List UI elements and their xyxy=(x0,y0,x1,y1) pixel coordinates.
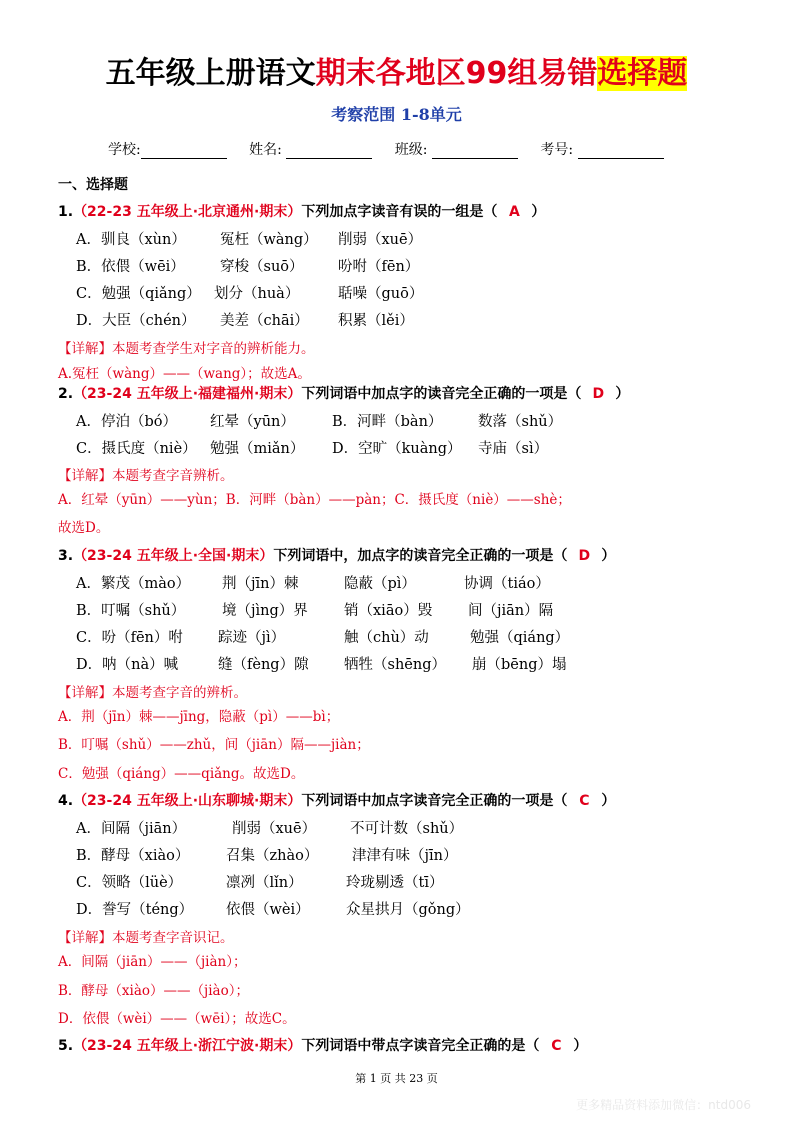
option-item: D．大臣（chén） xyxy=(76,313,196,329)
option-item: 吩咐（fēn） xyxy=(338,259,420,275)
option-item: 崩（bēng）塌 xyxy=(472,657,567,673)
option-item: D．空旷（kuàng） xyxy=(332,441,462,457)
option-item: 众星拱月（gǒng） xyxy=(346,902,470,918)
title-part-2: 期末各地区99组易错 xyxy=(315,56,598,91)
option-item: 勉强（qiáng） xyxy=(470,630,570,646)
option-item: A．驯良（xùn） xyxy=(76,232,186,248)
question-stem: 下列词语中加点字读音完全正确的一项是（ xyxy=(301,793,568,809)
option-item: 津津有味（jīn） xyxy=(352,848,458,864)
option-item: 依偎（wèi） xyxy=(226,902,310,918)
option-item: 召集（zhào） xyxy=(226,848,319,864)
option-item: 划分（huà） xyxy=(214,286,300,302)
watermark: 更多精品资料添加微信：ntd006 xyxy=(576,1098,751,1112)
q3-explanation-line: C．勉强（qiáng）——qiǎng。故选D。 xyxy=(58,766,305,782)
class-field[interactable] xyxy=(432,144,518,159)
question-source: （23-24 五年级上·山东聊城·期末） xyxy=(73,793,302,809)
option-item: 触（chù）动 xyxy=(344,630,429,646)
option-item: 牺牲（shēng） xyxy=(344,657,446,673)
q2-explanation-line: A．红晕（yūn）——yùn；B．河畔（bàn）——pàn；C．摄氏度（niè）——shè； xyxy=(58,492,571,508)
option-item: 隐蔽（pì） xyxy=(344,576,416,592)
option-item: A．停泊（bó） xyxy=(76,414,177,430)
question-source: （23-24 五年级上·福建福州·期末） xyxy=(73,386,302,402)
question-close-paren: ） xyxy=(573,1038,588,1054)
option-item: C．领略（lüè） xyxy=(76,875,183,891)
option-item: 寺庙（sì） xyxy=(478,441,549,457)
q1-explanation-line: A.冤枉（wàng）——（wang）；故选A。 xyxy=(58,366,311,382)
option-item: 勉强（miǎn） xyxy=(210,441,305,457)
question-number: 3. xyxy=(58,548,74,564)
option-item: D．誊写（téng） xyxy=(76,902,194,918)
option-item: 玲珑剔透（tī） xyxy=(346,875,444,891)
option-item: B．叮嘱（shǔ） xyxy=(76,603,186,619)
option-item: 境（jìng）界 xyxy=(222,603,308,619)
exam-number-field[interactable] xyxy=(578,144,664,159)
section-title: 一、选择题 xyxy=(58,177,128,193)
option-item: 削弱（xuē） xyxy=(232,821,317,837)
option-item: 冤枉（wàng） xyxy=(220,232,318,248)
option-item: A．繁茂（mào） xyxy=(76,576,191,592)
option-item: D．呐（nà）喊 xyxy=(76,657,179,673)
answer-label: D xyxy=(592,386,605,402)
option-item: 美差（chāi） xyxy=(220,313,309,329)
q4-explanation-line: D．依偎（wèi）——（wēi）；故选C。 xyxy=(58,1011,296,1027)
option-item: B．酵母（xiào） xyxy=(76,848,190,864)
option-item: 红晕（yūn） xyxy=(210,414,295,430)
question-close-paren: ） xyxy=(601,793,616,809)
option-item: 凛冽（lǐn） xyxy=(226,875,303,891)
option-item: B．依偎（wēi） xyxy=(76,259,185,275)
page-footer: 第 1 页 共 23 页 xyxy=(355,1072,438,1085)
q3-explanation-title: 【详解】本题考查字音的辨析。 xyxy=(58,685,247,701)
class-label: 班级: xyxy=(394,142,428,158)
question-close-paren: ） xyxy=(615,386,630,402)
option-item: 不可计数（shǔ） xyxy=(350,821,464,837)
option-item: B．河畔（bàn） xyxy=(332,414,443,430)
question-stem: 下列加点字读音有误的一组是（ xyxy=(301,204,498,220)
option-item: C．摄氏度（niè） xyxy=(76,441,197,457)
answer-label: C xyxy=(551,1038,562,1054)
q4-explanation-title: 【详解】本题考查字音识记。 xyxy=(58,930,234,946)
answer-label: C xyxy=(579,793,590,809)
question-source: （23-24 五年级上·浙江宁波·期末） xyxy=(73,1038,302,1054)
option-item: 间（jiān）隔 xyxy=(468,603,554,619)
question-2 xyxy=(58,383,629,403)
question-1 xyxy=(58,201,545,221)
option-item: 销（xiāo）毁 xyxy=(344,603,433,619)
q2-explanation-title: 【详解】本题考查字音辨析。 xyxy=(58,468,234,484)
question-4 xyxy=(58,790,615,810)
title-part-1: 五年级上册语文 xyxy=(105,56,316,91)
question-number: 4. xyxy=(58,793,74,809)
q3-explanation-line: B．叮嘱（shǔ）——zhǔ，间（jiān）隔——jiàn； xyxy=(58,737,370,753)
q4-explanation-line: B．酵母（xiào）——（jiào）； xyxy=(58,983,249,999)
option-item: C．勉强（qiǎng） xyxy=(76,286,201,302)
q3-explanation-line: A．荆（jīn）棘——jīng，隐蔽（pì）——bì； xyxy=(58,709,340,725)
question-5 xyxy=(58,1035,587,1055)
school-field[interactable] xyxy=(141,144,227,159)
question-number: 1. xyxy=(58,204,74,220)
question-3 xyxy=(58,545,615,565)
school-label: 学校: xyxy=(108,142,141,158)
student-info-row xyxy=(108,139,682,159)
option-item: 削弱（xuē） xyxy=(338,232,423,248)
document-title xyxy=(0,48,793,92)
name-field[interactable] xyxy=(286,144,372,159)
answer-label: A xyxy=(508,204,520,220)
option-item: 积累（lěi） xyxy=(338,313,414,329)
option-item: 协调（tiáo） xyxy=(464,576,550,592)
option-item: 缝（fèng）隙 xyxy=(218,657,309,673)
name-label: 姓名: xyxy=(249,142,282,158)
answer-label: D xyxy=(578,548,591,564)
option-item: 数落（shǔ） xyxy=(478,414,563,430)
question-source: （22-23 五年级上·北京通州·期末） xyxy=(73,204,302,220)
document-subtitle: 考察范围 1-8单元 xyxy=(331,105,462,124)
question-close-paren: ） xyxy=(531,204,546,220)
option-item: 聒噪（guō） xyxy=(338,286,424,302)
question-close-paren: ） xyxy=(601,548,616,564)
exam-number-label: 考号: xyxy=(540,142,574,158)
q4-explanation-line: A．间隔（jiān）——（jiàn）； xyxy=(58,954,247,970)
title-part-3-highlighted: 选择题 xyxy=(597,56,688,91)
option-item: A．间隔（jiān） xyxy=(76,821,187,837)
option-item: 穿梭（suō） xyxy=(220,259,304,275)
option-item: 荆（jīn）棘 xyxy=(222,576,299,592)
option-item: C．吩（fēn）咐 xyxy=(76,630,183,646)
question-stem: 下列词语中加点字的读音完全正确的一项是（ xyxy=(301,386,582,402)
question-stem: 下列词语中带点字读音完全正确的是（ xyxy=(301,1038,540,1054)
q2-explanation-line: 故选D。 xyxy=(58,520,110,536)
question-source: （23-24 五年级上·全国·期末） xyxy=(73,548,274,564)
q1-explanation-title: 【详解】本题考查学生对字音的辨析能力。 xyxy=(58,341,315,357)
question-stem: 下列词语中，加点字的读音完全正确的一项是（ xyxy=(273,548,568,564)
option-item: 踪迹（jì） xyxy=(218,630,286,646)
question-number: 2. xyxy=(58,386,74,402)
question-number: 5. xyxy=(58,1038,74,1054)
